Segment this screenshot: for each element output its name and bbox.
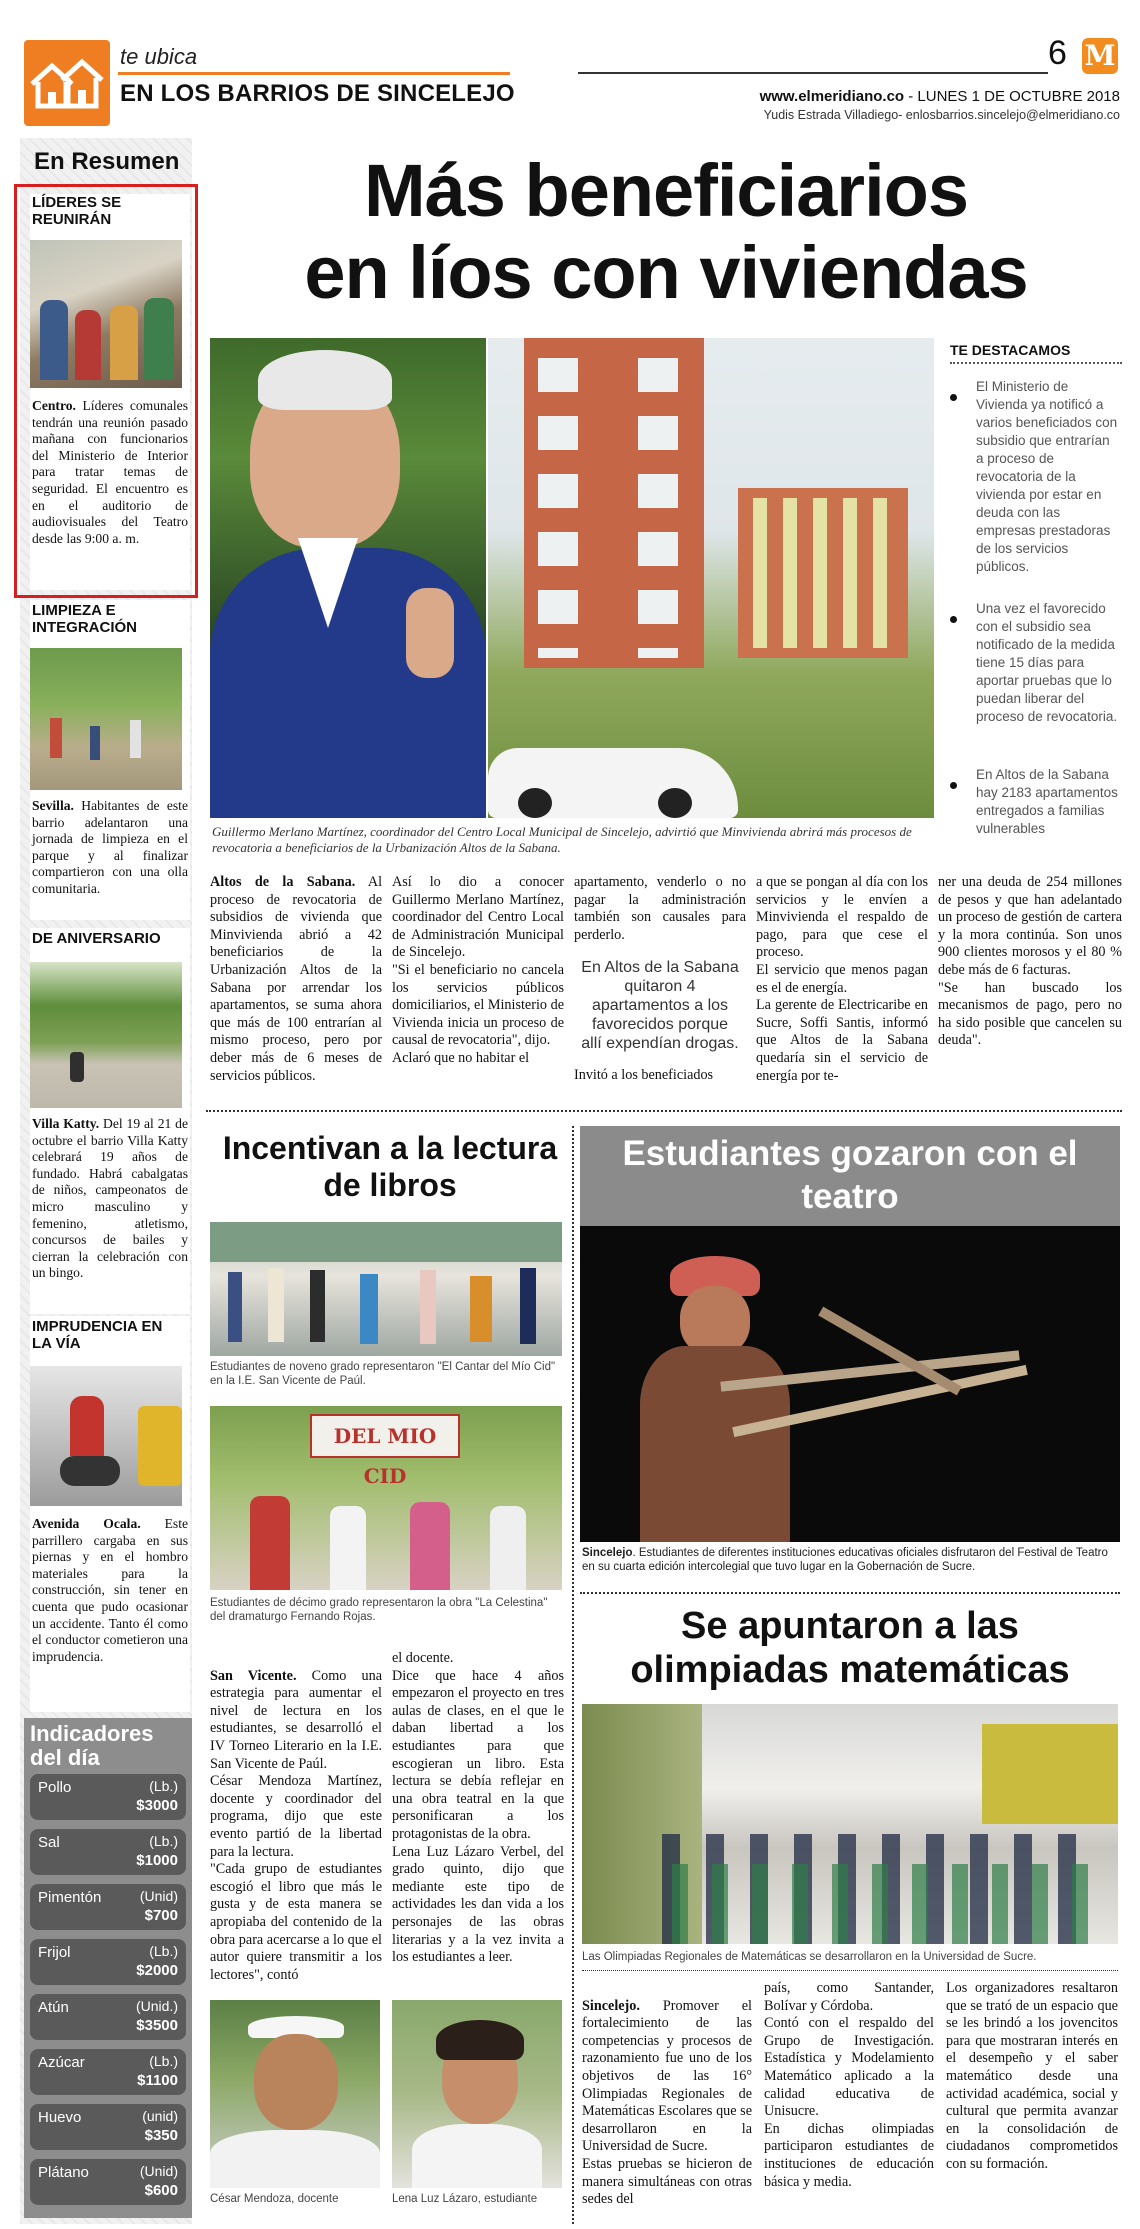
pull-quote: En Altos de la Sabana quitaron 4 apartamentos a los favorecidos porque allí expendían drogas. (581, 959, 739, 1053)
olimpiadas-col-1: Sincelejo. Promover el fortalecimiento de las competencias y procesos de razonamiento fue uno de los objetivos de las 16° Olimpiadas Regionales de Matemáticas Escolares que se desarrollaron en la Universidad de Sucre. Estas pruebas se hicieron de manera simultáneas con otras sedes del (582, 1997, 752, 2208)
sidebar-item-text (32, 798, 188, 898)
theater-photo (580, 1226, 1120, 1542)
header-right-rule (578, 72, 1048, 74)
sidebar-item-lead: Villa Katty. (32, 1116, 100, 1131)
main-col-4: a que se pongan al día con los servicios y le envíen a Minvivienda el respaldo de pago, para que cese el proceso. El servicio que menos pagan es el de energía. La gerente de Electricaribe en Sucre, Soffi Santis, informó que Altos de la Sabana quedaría sin el servicio de energía por te- (756, 874, 928, 1084)
olimpiadas-lead: Sincelejo. (582, 1997, 640, 2014)
sidebar-item-heading: IMPRUDENCIA EN LA VÍA (32, 1318, 163, 1352)
cid-play-photo (210, 1222, 562, 1356)
main-col-3: apartamento, venderlo o no pagar la administración también son causales para perderlo. En Altos de la Sabana quitaron 4 apartamentos a los favorecidos porque allí expendían drogas. Invitó a los beneficiados (574, 874, 746, 1084)
sidebar-item-lead: Sevilla. (32, 798, 74, 813)
credits-line: Yudis Estrada Villadiego- enlosbarrios.sincelejo@elmeridiano.co (763, 108, 1120, 122)
sidebar-item-aniversario (30, 928, 190, 1314)
headline-line-1: Más beneficiarios (363, 149, 968, 232)
section-divider (582, 1970, 1118, 1971)
column-divider (572, 1126, 574, 2224)
te-destacamos-title: TE DESTACAMOS (950, 342, 1071, 358)
lectura-lead: San Vicente. (210, 1667, 297, 1684)
headline-line-2: en líos con viviendas (304, 231, 1028, 314)
sidebar-item-body: Habitantes de este barrio adelantaron una jornada de limpieza en el parque y al finalizar compartieron con una olla comunitaria. (32, 798, 188, 896)
teatro-caption-lead: Sincelejo (582, 1547, 633, 1559)
sidebar-title: En Resumen (34, 148, 180, 175)
lectura-col-2: el docente. Dice que hace 4 años empezaron el proyecto en tres aulas de clases, en el que le daban libertad a los estudiantes para que escogieran un libro. Esta lectura se debía reflejar en una obra teatral en la que personificaran a los protagonistas de la obra. Lena Luz Lázaro Verbel, del grado quinto, dijo que mediante este tipo de actividades les dan vida a los personajes de las obras literarias y a la vez invita a los estudiantes a leer. (392, 1650, 564, 1966)
main-lead: Altos de la Sabana. (210, 874, 356, 890)
sidebar-item-heading: LÍDERES SE REUNIRÁN (32, 194, 122, 228)
sidebar-item-body: Líderes comunales tendrán una reunión pasado mañana con funcionarios del Ministerio de Interior para tratar temas de seguridad. El encuentro es en el auditorio de audiovisuales del Teatro desde las 9:00 a. m. (32, 398, 188, 546)
sidebar-item-lideres (30, 194, 190, 590)
section-divider (206, 1110, 1122, 1112)
section-divider (580, 1592, 1120, 1594)
exam-hall-photo (582, 1704, 1118, 1944)
dateline: www.elmeridiano.co - LUNES 1 DE OCTUBRE 2018 (759, 88, 1120, 105)
coordinator-photo (210, 338, 486, 818)
header-kicker: te ubica (120, 44, 198, 69)
sidebar-item-limpieza (30, 600, 190, 920)
main-col-2: Así lo dio a conocer Guillermo Merlano Martínez, coordinador del Centro Local de Administración Municipal de Sincelejo. "Si el beneficiario no cancela los servicios públicos domiciliarios, el Ministerio de Vivienda inicia un proceso de causal de revocatoria", dijo. Aclaró que no habitar el (392, 874, 564, 1066)
indicator-platano: Plátano (Unid) $600 (30, 2159, 186, 2205)
te-destacamos-rule (950, 362, 1122, 364)
student-portrait (392, 2000, 562, 2188)
te-destacamos-item: Una vez el favorecido con el subsidio sea notificado de la medida tiene 15 días para aportar pruebas que lo puedan liberar del proceso de revocatoria. (950, 600, 1120, 726)
section-title: EN LOS BARRIOS DE SINCELEJO (120, 80, 515, 107)
page-number: 6 (1048, 34, 1067, 72)
indicator-atun: Atún (Unid.) $3500 (30, 1994, 186, 2040)
celestina-play-photo (210, 1406, 562, 1590)
teacher-caption: César Mendoza, docente (210, 2193, 339, 2205)
meeting-photo (30, 240, 182, 388)
sidebar-item-lead: Avenida Ocala. (32, 1516, 141, 1531)
sidebar-item-text (32, 1516, 188, 1665)
issue-date: LUNES 1 DE OCTUBRE 2018 (917, 88, 1120, 105)
indicator-pimenton: Pimentón (Unid) $700 (30, 1884, 186, 1930)
te-destacamos-item: En Altos de la Sabana hay 2183 apartamentos entregados a familias vulnerables (950, 766, 1120, 838)
site-url: www.elmeridiano.co (759, 88, 905, 105)
teatro-headline: Estudiantes gozaron con el teatro (622, 1134, 1078, 1216)
indicators-title: Indicadores del día (30, 1721, 154, 1770)
teatro-caption: Sincelejo. Estudiantes de diferentes instituciones educativas oficiales disfrutaron del Festival de Teatro en su cuarta edición intercolegial que tuvo lugar en la Gobernación de Sucre. (582, 1547, 1108, 1573)
sidebar-item-text (32, 398, 188, 547)
main-col-5: ner una deuda de 254 millones de pesos y que han adelantado un proceso de gestión de cartera y la mora continúa. Son unos 900 clientes morosos y el 80 % debe más de 6 facturas. "Se han buscado los mecanismos de pago, pero no ha sido posible que cancelen su deuda". (938, 874, 1122, 1049)
apartments-photo (488, 338, 934, 818)
indicator-azucar: Azúcar (Lb.) $1100 (30, 2049, 186, 2095)
lectura-headline: Incentivan a la lectura de libros (222, 1130, 558, 1203)
sidebar-item-imprudencia (30, 1316, 190, 1712)
indicator-sal: Sal (Lb.) $1000 (30, 1829, 186, 1875)
park-photo (30, 648, 182, 790)
student-caption: Lena Luz Lázaro, estudiante (392, 2193, 538, 2205)
sidebar-item-text (32, 1116, 188, 1282)
mio-cid-banner: DEL MIO CID (310, 1414, 460, 1458)
teacher-portrait (210, 2000, 380, 2188)
main-photo-caption: Guillermo Merlano Martínez, coordinador del Centro Local Municipal de Sincelejo, advirtió que Minvivienda abrirá más procesos de revocatoria a beneficiarios de la Urbanización Altos de la Sabana. (212, 824, 912, 855)
brand-logo: M (1082, 38, 1118, 74)
sidebar-item-lead: Centro. (32, 398, 76, 413)
sidebar-item-heading: LIMPIEZA E INTEGRACIÓN (32, 602, 137, 636)
section-logo (24, 40, 110, 126)
motorbike-photo (30, 1366, 182, 1506)
main-headline (206, 150, 1126, 314)
celestina-photo-caption: Estudiantes de décimo grado representaron la obra "La Celestina" del dramaturgo Fernando Rojas. (210, 1597, 548, 1623)
indicator-pollo: Pollo (Lb.) $3000 (30, 1774, 186, 1820)
sidebar-item-heading: DE ANIVERSARIO (32, 930, 161, 947)
indicators-panel (24, 1718, 192, 2218)
olimpiadas-headline: Se apuntaron a las olimpiadas matemáticas (630, 1605, 1070, 1691)
main-col-1: Altos de la Sabana. Al proceso de revocatoria de subsidios de vivienda que Minvivienda abrió a 42 beneficiarios de la Urbanización Altos de la Sabana por arrendar los apartamentos, se suma ahora que más de 100 entrarían al mismo proceso, pero por deber más de 6 meses de servicios públicos. (210, 874, 383, 1084)
header-rule (118, 72, 510, 75)
olimpiadas-col-3: Los organizadores resaltaron que se trató de un espacio que se les brindó a los jovencitos para que mostraran interés en el desempeño y el saber matemático desde una actividad académica, social y cultural que permita avanzar en la consolidación de ciudadanos comprometidos con su formación. (946, 1980, 1118, 2172)
cid-photo-caption: Estudiantes de noveno grado representaron "El Cantar del Mío Cid" en la I.E. San Vicente de Paúl. (210, 1361, 556, 1387)
olimpiadas-caption: Las Olimpiadas Regionales de Matemáticas se desarrollaron en la Universidad de Sucre. (582, 1951, 1037, 1963)
lectura-col-1: San Vicente. Como una estrategia para aumentar el nivel de lectura en los estudiantes, se desarrolló el IV Torneo Literario en la I.E. San Vicente de Paúl. César Mendoza Martínez, docente y coordinador del programa, dijo que este evento partió de la libertad para la lectura. "Cada grupo de estudiantes escogió el libro que más le gusta y de esta manera se apropiaba del contenido de la obra para acercarse a lo que el autor quiere transmitir a los lectores", contó (210, 1667, 382, 1983)
indicator-huevo: Huevo (unid) $350 (30, 2104, 186, 2150)
sidebar-item-body: Del 19 al 21 de octubre el barrio Villa Katty celebrará 19 años de fundado. Habrá cabalgatas de niños, campeonatos de micro masculino y femenino, atletismo, concursos de bailes y cierran la celebración con un bingo. (32, 1116, 188, 1281)
street-photo (30, 962, 182, 1108)
houses-icon (24, 40, 110, 126)
olimpiadas-col-2: país, como Santander, Bolívar y Córdoba. Contó con el respaldo del Grupo de Investigación. Estadística y Modelamiento Matemático aplicado a la calidad educativa de Unisucre. En dichas olimpiadas participaron estudiantes de instituciones de educación básica y media. (764, 1980, 934, 2190)
te-destacamos-item: El Ministerio de Vivienda ya notificó a varios beneficiados con subsidio que entrarían a proceso de revocatoria de la vivienda por estar en deuda con las empresas prestadoras de los servicios públicos. (950, 378, 1120, 576)
indicator-frijol: Frijol (Lb.) $2000 (30, 1939, 186, 1985)
sidebar-item-body: Este parrillero cargaba en sus piernas y en el hombro materiales para la construcción, sin tener en cuenta que pudo ocasionar un accidente. Tanto él como el conductor cometieron una imprudencia. (32, 1516, 188, 1664)
